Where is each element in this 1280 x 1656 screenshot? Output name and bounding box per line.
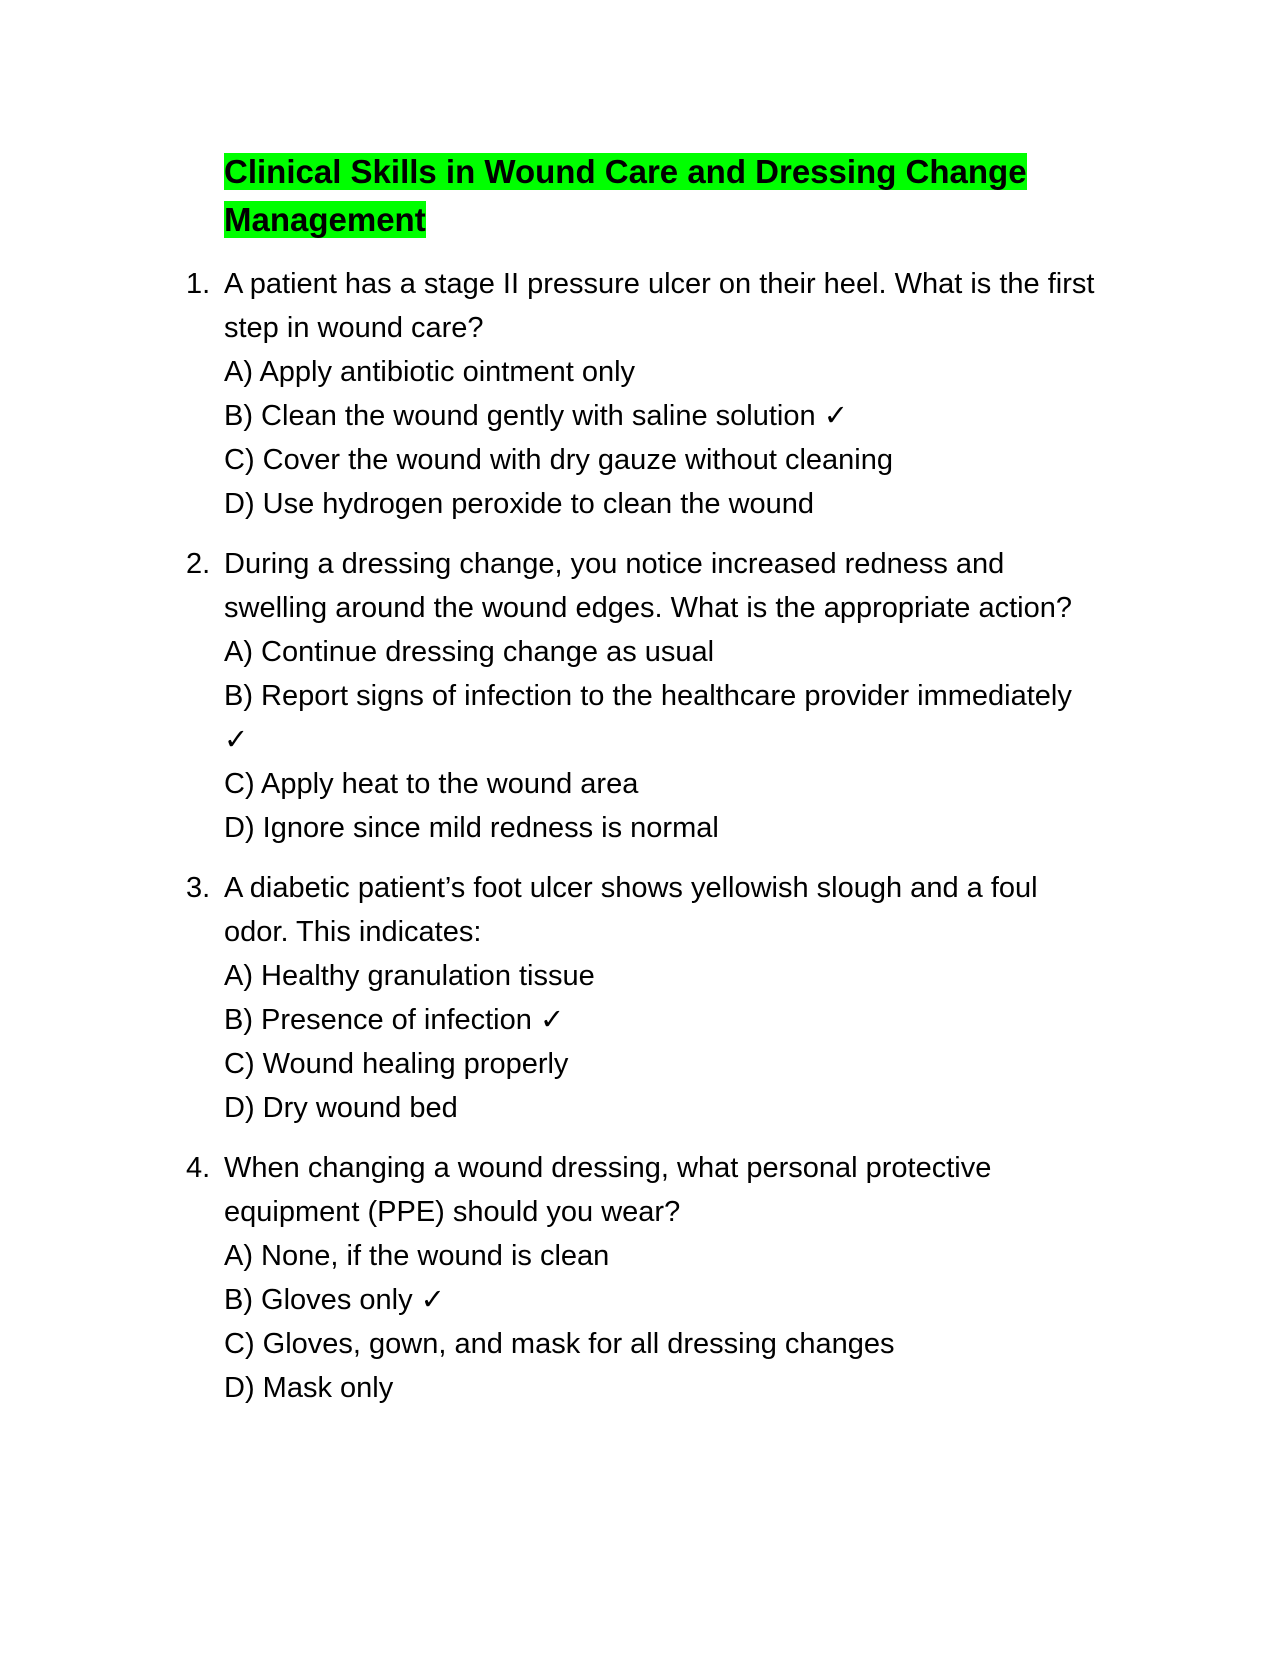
answer-option: [224, 762, 1104, 806]
answer-option: [224, 350, 1104, 394]
question-item: [0, 542, 1104, 850]
check-mark-icon: ✓: [420, 1284, 445, 1316]
question-text: During a dressing change, you notice increased redness and swelling around the wound edges. What is the appropriate action?: [224, 548, 1072, 624]
question-number: 1.: [186, 268, 211, 300]
option-text: D) Dry wound bed: [224, 1092, 458, 1124]
question-item: [0, 1146, 1104, 1410]
option-text: C) Wound healing properly: [224, 1048, 569, 1080]
document-title: [224, 148, 1084, 244]
check-mark-icon: ✓: [823, 400, 849, 432]
option-text: D) Mask only: [224, 1372, 394, 1404]
check-mark-icon: ✓: [224, 724, 249, 756]
answer-option: [224, 1366, 1104, 1410]
answer-option-correct: [224, 1278, 1104, 1322]
option-text: C) Apply heat to the wound area: [224, 768, 639, 800]
option-text: B) Report signs of infection to the healthcare provider immediately: [224, 680, 1072, 712]
answer-option: [224, 1322, 1104, 1366]
question-item: [0, 866, 1104, 1130]
option-text: A) Healthy granulation tissue: [224, 960, 595, 992]
question-number: 3.: [186, 872, 211, 904]
answer-option: [224, 482, 1104, 526]
option-text: B) Clean the wound gently with saline solution: [224, 400, 816, 432]
option-text: C) Gloves, gown, and mask for all dressing changes: [224, 1328, 895, 1360]
question-list: [0, 262, 1280, 1426]
question-text: A patient has a stage II pressure ulcer on their heel. What is the first step in wound care?: [224, 268, 1095, 344]
answer-option-correct: [224, 674, 1104, 762]
option-text: A) None, if the wound is clean: [224, 1240, 610, 1272]
answer-option: [224, 438, 1104, 482]
question-item: [0, 262, 1104, 526]
document-title-text: Clinical Skills in Wound Care and Dressing Change Management: [224, 153, 1027, 238]
answer-option: [224, 954, 1104, 998]
question-text: When changing a wound dressing, what personal protective equipment (PPE) should you wear?: [224, 1152, 992, 1228]
option-text: B) Presence of infection: [224, 1004, 532, 1036]
option-text: C) Cover the wound with dry gauze without cleaning: [224, 444, 893, 476]
answer-option: [224, 1042, 1104, 1086]
check-mark-icon: ✓: [539, 1004, 565, 1036]
answer-option-correct: [224, 998, 1104, 1042]
option-text: D) Use hydrogen peroxide to clean the wound: [224, 488, 815, 520]
answer-option: [224, 630, 1104, 674]
answer-option: [224, 1086, 1104, 1130]
question-number: 2.: [186, 548, 211, 580]
option-text: A) Apply antibiotic ointment only: [224, 356, 636, 388]
answer-option: [224, 806, 1104, 850]
option-text: A) Continue dressing change as usual: [224, 636, 715, 668]
question-text: A diabetic patient’s foot ulcer shows yellowish slough and a foul odor. This indicates:: [224, 872, 1038, 948]
answer-option: [224, 1234, 1104, 1278]
answer-option-correct: [224, 394, 1104, 438]
question-number: 4.: [186, 1152, 211, 1184]
option-text: B) Gloves only: [224, 1284, 413, 1316]
option-text: D) Ignore since mild redness is normal: [224, 812, 719, 844]
